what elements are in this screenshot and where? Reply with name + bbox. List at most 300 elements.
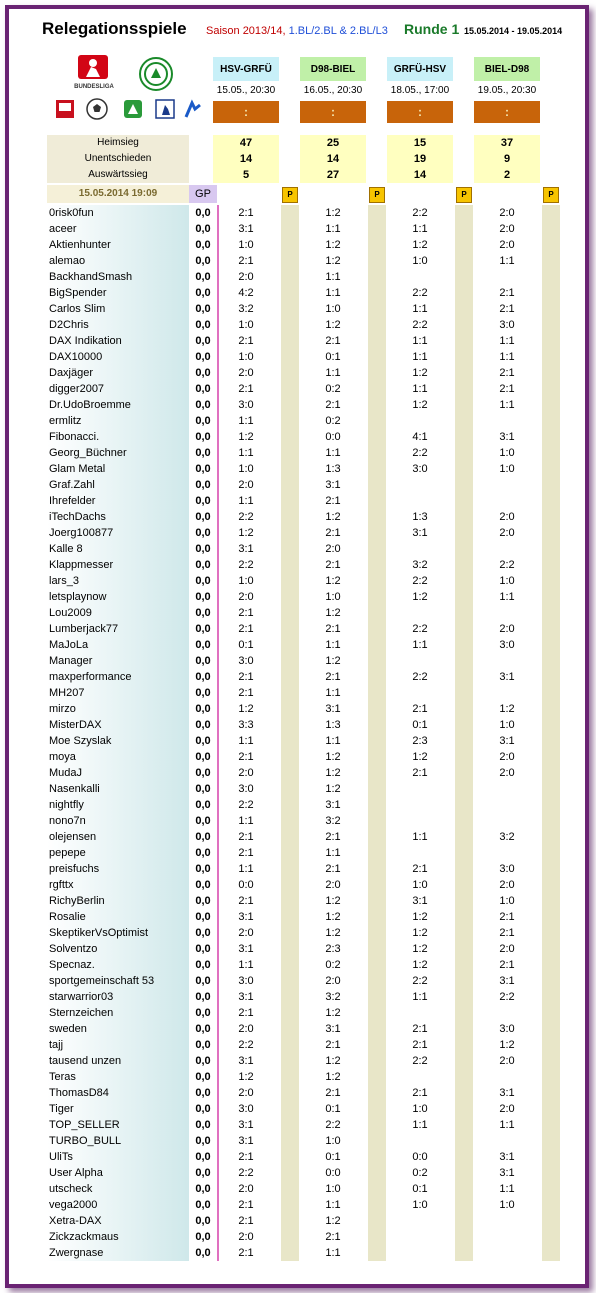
- player-name: moya: [49, 751, 76, 763]
- player-tip: 2:1: [238, 1151, 254, 1163]
- player-tip: 1:0: [325, 1183, 341, 1195]
- player-tip: 0:1: [325, 1103, 341, 1115]
- player-tip: 2:0: [325, 879, 341, 891]
- player-tip: 0:2: [325, 383, 341, 395]
- player-gp: 0,0: [195, 383, 211, 395]
- player-gp: 0,0: [195, 655, 211, 667]
- player-tip: [474, 1005, 540, 1021]
- player-tip: 1:2: [238, 431, 254, 443]
- player-tip: 2:1: [325, 399, 341, 411]
- player-gp: 0,0: [195, 719, 211, 731]
- player-gp: 0,0: [195, 223, 211, 235]
- player-gp: 0,0: [195, 783, 211, 795]
- player-tip: 4:1: [412, 431, 428, 443]
- player-tip: 2:1: [499, 911, 515, 923]
- player-tip: 1:2: [238, 1071, 254, 1083]
- player-name: maxperformance: [49, 671, 132, 683]
- player-tip: 4:2: [238, 287, 254, 299]
- player-name: iTechDachs: [49, 511, 106, 523]
- player-name: lars_3: [49, 575, 79, 587]
- player-tip: 1:0: [325, 1135, 341, 1147]
- player-tip: 1:1: [499, 399, 515, 411]
- player-name: Glam Metal: [49, 463, 106, 475]
- player-tip: 1:2: [325, 1007, 341, 1019]
- player-tip: [474, 797, 540, 813]
- player-tip: 3:0: [238, 655, 254, 667]
- player-tip: 2:3: [412, 735, 428, 747]
- player-tip: 1:1: [325, 639, 341, 651]
- player-tip: [474, 605, 540, 621]
- player-tip: 1:1: [412, 351, 428, 363]
- player-tip: 2:1: [325, 623, 341, 635]
- player-tip: 2:0: [499, 511, 515, 523]
- player-tip: 1:3: [412, 511, 428, 523]
- player-tip: 3:2: [238, 303, 254, 315]
- player-tip: 1:2: [412, 911, 428, 923]
- player-tip: 1:2: [325, 575, 341, 587]
- match-result-3: :: [387, 101, 453, 123]
- player-gp: 0,0: [195, 479, 211, 491]
- player-name: Lou2009: [49, 607, 92, 619]
- player-tip: 3:2: [325, 815, 341, 827]
- player-tip: 1:2: [325, 927, 341, 939]
- player-name: RichyBerlin: [49, 895, 105, 907]
- player-tip: 1:1: [412, 831, 428, 843]
- player-tip: 1:1: [325, 223, 341, 235]
- player-tip: [387, 797, 453, 813]
- player-gp: 0,0: [195, 207, 211, 219]
- player-tip: 1:1: [325, 1247, 341, 1259]
- player-tip: 3:0: [412, 463, 428, 475]
- player-name: TURBO_BULL: [49, 1135, 122, 1147]
- player-tip: 1:0: [499, 447, 515, 459]
- player-tip: 3:1: [499, 1151, 515, 1163]
- player-tip: 1:2: [325, 1215, 341, 1227]
- player-name: Zickzackmaus: [49, 1231, 119, 1243]
- player-name: MudaJ: [49, 767, 83, 779]
- player-tip: 2:1: [238, 671, 254, 683]
- player-tip: 2:0: [499, 879, 515, 891]
- player-name: 0risk0fun: [49, 207, 94, 219]
- player-tip: [474, 1245, 540, 1261]
- player-tip: 2:1: [238, 1247, 254, 1259]
- player-name: Ihrefelder: [49, 495, 96, 507]
- player-name: Sternzeichen: [49, 1007, 114, 1019]
- player-tip: 1:2: [325, 1071, 341, 1083]
- player-tip: 2:0: [499, 527, 515, 539]
- player-tip: 0:1: [325, 1151, 341, 1163]
- player-name: preisfuchs: [49, 863, 100, 875]
- points-column-4: [542, 205, 560, 1261]
- player-tip: 2:2: [238, 1039, 254, 1051]
- player-gp: 0,0: [195, 447, 211, 459]
- player-tip: 2:1: [238, 255, 254, 267]
- player-name: DAX10000: [49, 351, 103, 363]
- player-gp: 0,0: [195, 639, 211, 651]
- player-tip: 1:2: [412, 751, 428, 763]
- tips-column-1: [213, 205, 279, 1261]
- player-gp: 0,0: [195, 239, 211, 251]
- player-tip: 1:2: [238, 527, 254, 539]
- player-tip: 0:0: [238, 879, 254, 891]
- season-label: Saison 2013/14,: [206, 25, 286, 37]
- player-tip: 0:1: [412, 1183, 428, 1195]
- player-tip: 1:1: [238, 735, 254, 747]
- regionalliga-nord-icon: [53, 97, 77, 121]
- player-name: pepepe: [49, 847, 86, 859]
- player-tip: 0:0: [325, 431, 341, 443]
- player-tip: 2:2: [412, 287, 428, 299]
- player-gp: 0,0: [195, 335, 211, 347]
- player-tip: 1:2: [325, 767, 341, 779]
- match-header-1: HSV-GRFÜ: [213, 57, 279, 81]
- player-gp: 0,0: [195, 895, 211, 907]
- player-tip: 1:2: [325, 207, 341, 219]
- player-tip: [474, 1229, 540, 1245]
- stat-auswaertssieg-3: 14: [387, 167, 453, 183]
- player-tip: 3:0: [238, 783, 254, 795]
- player-tip: 3:0: [499, 863, 515, 875]
- player-tip: 2:2: [499, 991, 515, 1003]
- player-gp: 0,0: [195, 431, 211, 443]
- player-tip: 2:2: [499, 559, 515, 571]
- player-tip: 1:1: [325, 271, 341, 283]
- player-tip: 1:1: [412, 223, 428, 235]
- stat-auswaertssieg-1: 5: [213, 167, 279, 183]
- player-gp: 0,0: [195, 1071, 211, 1083]
- player-tip: [387, 685, 453, 701]
- page-title: Relegationsspiele: [42, 19, 187, 38]
- points-badge-2: P: [369, 187, 385, 203]
- player-gp: 0,0: [195, 527, 211, 539]
- player-name: DAX Indikation: [49, 335, 122, 347]
- player-tip: 1:0: [499, 1199, 515, 1211]
- player-tip: 1:2: [325, 607, 341, 619]
- player-gp: 0,0: [195, 623, 211, 635]
- player-name: Xetra-DAX: [49, 1215, 102, 1227]
- player-tip: 3:1: [238, 1135, 254, 1147]
- player-tip: [474, 1133, 540, 1149]
- player-tip: 2:0: [499, 1055, 515, 1067]
- player-gp: 0,0: [195, 1023, 211, 1035]
- player-tip: [387, 653, 453, 669]
- player-tip: 1:0: [325, 591, 341, 603]
- player-tip: 1:0: [412, 255, 428, 267]
- player-tip: [387, 845, 453, 861]
- player-tip: 1:2: [325, 751, 341, 763]
- player-tip: [387, 605, 453, 621]
- player-name: User Alpha: [49, 1167, 103, 1179]
- player-name: alemao: [49, 255, 86, 267]
- player-tip: 3:1: [238, 943, 254, 955]
- match-date-2: 16.05., 20:30: [303, 85, 363, 96]
- player-name: mirzo: [49, 703, 76, 715]
- tips-column-3: [387, 205, 453, 1261]
- player-name: utscheck: [49, 1183, 93, 1195]
- player-tip: [474, 269, 540, 285]
- player-tip: 2:1: [238, 1007, 254, 1019]
- round-label: Runde 1: [404, 21, 460, 37]
- player-tip: 1:0: [412, 1199, 428, 1211]
- player-name: Zwergnase: [49, 1247, 104, 1259]
- player-name: MisterDAX: [49, 719, 102, 731]
- player-gp: 0,0: [195, 927, 211, 939]
- player-tip: 2:0: [499, 751, 515, 763]
- player-name: aceer: [49, 223, 77, 235]
- player-gp: 0,0: [195, 607, 211, 619]
- player-name: UliTs: [49, 1151, 73, 1163]
- player-name: BigSpender: [49, 287, 107, 299]
- player-tip: 0:1: [325, 351, 341, 363]
- player-tip: 3:1: [499, 975, 515, 987]
- player-tip: 3:1: [499, 431, 515, 443]
- player-tip: [474, 541, 540, 557]
- player-silhouette-icon: [153, 97, 177, 121]
- player-tip: 2:0: [238, 1183, 254, 1195]
- points-column-2: [368, 205, 386, 1261]
- player-tip: 1:0: [238, 463, 254, 475]
- player-name: Daxjäger: [49, 367, 94, 379]
- player-tip: 3:1: [499, 671, 515, 683]
- player-gp: 0,0: [195, 399, 211, 411]
- player-name: ermlitz: [49, 415, 82, 427]
- player-tip: 2:1: [412, 1087, 428, 1099]
- player-tip: 1:0: [325, 303, 341, 315]
- date-range: 15.05.2014 - 19.05.2014: [464, 26, 563, 36]
- player-tip: 1:0: [238, 351, 254, 363]
- player-gp: 0,0: [195, 959, 211, 971]
- player-tip: 2:0: [238, 479, 254, 491]
- player-gp: 0,0: [195, 1055, 211, 1067]
- player-tip: 0:2: [325, 959, 341, 971]
- player-gp: 0,0: [195, 351, 211, 363]
- player-tip: 3:2: [499, 831, 515, 843]
- points-badge-3: P: [456, 187, 472, 203]
- player-tip: 2:0: [238, 367, 254, 379]
- player-name: Klappmesser: [49, 559, 114, 571]
- player-tip: 3:0: [238, 975, 254, 987]
- player-tip: 1:2: [412, 399, 428, 411]
- stat-unentschieden-3: 19: [387, 151, 453, 167]
- gp-header: GP: [189, 185, 217, 203]
- player-tip: 1:1: [238, 415, 254, 427]
- player-tip: 1:1: [412, 383, 428, 395]
- player-tip: 3:1: [325, 799, 341, 811]
- player-name: Teras: [49, 1071, 76, 1083]
- points-badge-1: P: [282, 187, 298, 203]
- player-name: Solventzo: [49, 943, 98, 955]
- player-gp: 0,0: [195, 879, 211, 891]
- player-tip: 2:1: [412, 703, 428, 715]
- player-tip: [474, 1069, 540, 1085]
- player-gp: 0,0: [195, 1119, 211, 1131]
- player-tip: [474, 1213, 540, 1229]
- player-tip: 1:1: [325, 735, 341, 747]
- player-tip: 1:2: [325, 783, 341, 795]
- tippspiel-frame: [5, 5, 589, 1288]
- player-tip: 2:1: [499, 383, 515, 395]
- stat-unentschieden-4: 9: [474, 151, 540, 167]
- player-gp: 0,0: [195, 415, 211, 427]
- player-tip: 1:1: [412, 1119, 428, 1131]
- player-tip: 1:2: [325, 239, 341, 251]
- player-tip: 2:1: [499, 303, 515, 315]
- player-name: letsplaynow: [49, 591, 107, 603]
- player-tip: 2:1: [238, 751, 254, 763]
- player-tip: 2:0: [499, 1103, 515, 1115]
- match-date-4: 19.05., 20:30: [477, 85, 537, 96]
- player-name: Rosalie: [49, 911, 86, 923]
- player-tip: 2:1: [499, 959, 515, 971]
- player-tip: [387, 477, 453, 493]
- player-tip: 2:0: [238, 1023, 254, 1035]
- player-tip: 3:1: [325, 479, 341, 491]
- player-tip: [387, 493, 453, 509]
- player-tip: 1:0: [238, 575, 254, 587]
- tips-table: [47, 205, 567, 1261]
- player-tip: 3:2: [412, 559, 428, 571]
- player-tip: 1:0: [499, 719, 515, 731]
- player-tip: 2:2: [412, 975, 428, 987]
- player-name: Manager: [49, 655, 93, 667]
- player-tip: 1:1: [325, 847, 341, 859]
- player-name: olejensen: [49, 831, 97, 843]
- player-tip: 0:1: [238, 639, 254, 651]
- player-tip: 2:0: [499, 623, 515, 635]
- player-gp: 0,0: [195, 255, 211, 267]
- player-gp: 0,0: [195, 815, 211, 827]
- player-gp: 0,0: [195, 559, 211, 571]
- player-tip: 3:0: [499, 319, 515, 331]
- player-tip: 2:1: [238, 1199, 254, 1211]
- player-tip: 2:0: [325, 975, 341, 987]
- player-name: Kalle 8: [49, 543, 83, 555]
- player-tip: 3:1: [412, 527, 428, 539]
- kicker-figure-icon: [181, 97, 205, 121]
- player-gp: 0,0: [195, 287, 211, 299]
- player-tip: [387, 413, 453, 429]
- player-name: Dr.UdoBroemme: [49, 399, 131, 411]
- player-tip: 3:1: [325, 1023, 341, 1035]
- player-tip: 2:1: [238, 335, 254, 347]
- player-tip: [387, 1069, 453, 1085]
- tips-column-2: [300, 205, 366, 1261]
- player-name: Georg_Büchner: [49, 447, 127, 459]
- player-gp: 0,0: [195, 495, 211, 507]
- player-gp: 0,0: [195, 591, 211, 603]
- player-tip: [474, 653, 540, 669]
- player-tip: 1:2: [412, 367, 428, 379]
- player-name: Specnaz.: [49, 959, 95, 971]
- player-tip: 1:1: [325, 287, 341, 299]
- match-header-4: BIEL-D98: [474, 57, 540, 81]
- player-tip: [387, 1229, 453, 1245]
- player-name: digger2007: [49, 383, 105, 395]
- player-tip: [387, 1213, 453, 1229]
- player-tip: 2:1: [412, 767, 428, 779]
- player-tip: 3:0: [499, 1023, 515, 1035]
- player-tip: 3:0: [499, 639, 515, 651]
- player-gp: 0,0: [195, 767, 211, 779]
- player-name: MaJoLa: [49, 639, 89, 651]
- player-tip: 2:1: [238, 847, 254, 859]
- player-tip: 2:1: [499, 367, 515, 379]
- player-tip: 2:1: [325, 1231, 341, 1243]
- soccer-ball-icon: [85, 97, 109, 121]
- player-tip: 2:1: [499, 287, 515, 299]
- player-tip: 2:2: [412, 623, 428, 635]
- player-name: ThomasD84: [49, 1087, 109, 1099]
- player-tip: 1:1: [499, 1119, 515, 1131]
- player-gp: 0,0: [195, 463, 211, 475]
- player-gp: 0,0: [195, 671, 211, 683]
- player-tip: 1:1: [325, 367, 341, 379]
- points-column-3: [455, 205, 473, 1261]
- player-tip: 3:1: [325, 703, 341, 715]
- dfb-green-icon: [121, 97, 145, 121]
- player-tip: 2:1: [238, 383, 254, 395]
- player-name: rgfttx: [49, 879, 74, 891]
- player-tip: 2:1: [325, 1039, 341, 1051]
- player-gp: 0,0: [195, 1199, 211, 1211]
- player-tip: 2:1: [325, 831, 341, 843]
- dfb-logo: [139, 57, 173, 91]
- stat-auswaertssieg-2: 27: [300, 167, 366, 183]
- player-tip: 1:2: [238, 703, 254, 715]
- player-tip: 2:2: [412, 447, 428, 459]
- stat-heimsieg-1: 47: [213, 135, 279, 151]
- player-tip: 1:2: [412, 239, 428, 251]
- stat-heimsieg-2: 25: [300, 135, 366, 151]
- player-name: Graf.Zahl: [49, 479, 95, 491]
- player-tip: 1:0: [412, 879, 428, 891]
- player-gp: 0,0: [195, 1167, 211, 1179]
- player-tip: 3:1: [499, 1167, 515, 1179]
- player-gp: 0,0: [195, 271, 211, 283]
- player-gp: 0,0: [195, 511, 211, 523]
- player-tip: 3:2: [325, 991, 341, 1003]
- player-tip: 2:0: [499, 223, 515, 235]
- player-tip: 2:1: [325, 1087, 341, 1099]
- player-tip: 2:0: [499, 207, 515, 219]
- player-tip: 3:1: [412, 895, 428, 907]
- points-column-1: [281, 205, 299, 1261]
- player-tip: 1:3: [325, 719, 341, 731]
- player-tip: 1:1: [412, 639, 428, 651]
- player-tip: 2:1: [412, 863, 428, 875]
- player-gp: 0,0: [195, 1215, 211, 1227]
- player-gp: 0,0: [195, 735, 211, 747]
- player-gp: 0,0: [195, 1151, 211, 1163]
- player-tip: 2:1: [238, 895, 254, 907]
- player-name: Lumberjack77: [49, 623, 119, 635]
- player-tip: 2:1: [238, 207, 254, 219]
- player-name: nono7n: [49, 815, 86, 827]
- player-name: Moe Szyslak: [49, 735, 112, 747]
- player-tip: 2:3: [325, 943, 341, 955]
- player-tip: 2:2: [412, 207, 428, 219]
- leagues-label: 1.BL/2.BL & 2.BL/L3: [288, 25, 388, 37]
- stat-unentschieden-2: 14: [300, 151, 366, 167]
- tips-column-4: [474, 205, 540, 1261]
- player-name: D2Chris: [49, 319, 89, 331]
- player-tip: 1:1: [238, 959, 254, 971]
- player-tip: 1:0: [238, 239, 254, 251]
- player-tip: 1:0: [412, 1103, 428, 1115]
- player-name: vega2000: [49, 1199, 98, 1211]
- player-tip: 3:3: [238, 719, 254, 731]
- player-gp: 0,0: [195, 975, 211, 987]
